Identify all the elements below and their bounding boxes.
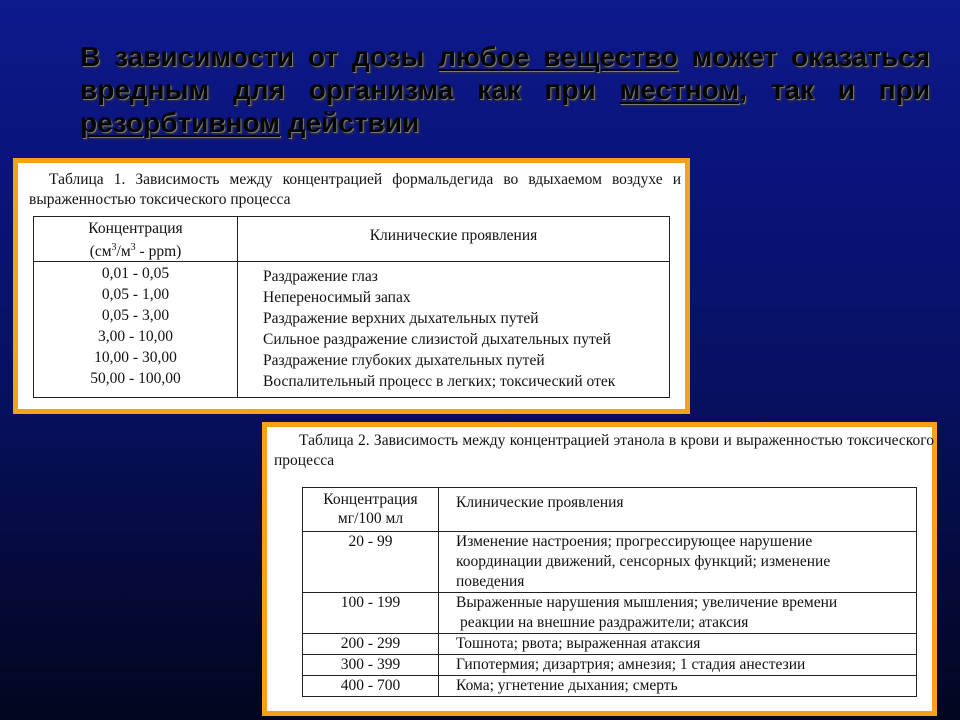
table1-concentration-value: 10,00 - 30,00 (94, 349, 177, 367)
table1-effect-value: Сильное раздражение слизистой дыхательных путей (263, 331, 611, 349)
headline-underlined-local: местном (619, 74, 740, 105)
table1-effect-value: Непереносимый запах (263, 289, 411, 307)
table2-row (303, 634, 917, 655)
table2-row (303, 655, 917, 676)
table1-effect-value: Раздражение верхних дыхательных путей (263, 310, 539, 328)
table2-header-effects: Клинические проявления (439, 488, 917, 532)
table2-effect-line: координации движений, сенсорных функций; изменение (456, 553, 831, 570)
table1-concentration-column (34, 262, 238, 398)
table2-concentration-value: 400 - 700 (303, 676, 439, 697)
formaldehyde-table-panel (13, 158, 690, 414)
headline-underlined-any-substance: любое вещество (438, 41, 678, 72)
table2-effect-value (439, 655, 917, 676)
headline-text-2: может оказаться вредным для организма как при (80, 41, 931, 105)
table2-effect-line: Гипотермия; дизартрия; амнезия; 1 стадия анестезии (456, 656, 806, 673)
table2-effect-line: поведения (456, 573, 525, 590)
table2-effect-line: Тошнота; рвота; выраженная атаксия (456, 635, 701, 652)
table2-effect-value (439, 593, 917, 634)
table2-effect-line: реакции на внешние раздражители; атаксия (460, 614, 749, 631)
table2-header-concentration: Концентрация мг/100 мл (303, 488, 439, 532)
table1-concentration-value: 0,05 - 1,00 (101, 286, 170, 304)
table1-effect-value: Воспалительный процесс в легких; токсический отек (263, 373, 616, 391)
table1-concentration-value: 3,00 - 10,00 (98, 328, 173, 346)
table1-concentration-value: 0,01 - 0,05 (101, 265, 170, 283)
table2-row (303, 593, 917, 634)
table2-effect-value (439, 634, 917, 655)
table2-effect-value (439, 676, 917, 697)
table1-concentration-value: 0,05 - 3,00 (101, 307, 170, 325)
table2-concentration-value: 20 - 99 (303, 532, 439, 593)
headline-underlined-resorptive: резорбтивном (80, 107, 280, 138)
headline-text-3: , так и при (739, 74, 930, 105)
slide-headline (80, 40, 930, 139)
table1-header-effects: Клинические проявления (238, 217, 670, 262)
table2-concentration-value: 200 - 299 (303, 634, 439, 655)
headline-text-1: В зависимости от дозы (80, 41, 439, 72)
formaldehyde-table (33, 216, 670, 398)
table2-row (303, 532, 917, 593)
table2-concentration-value: 300 - 399 (303, 655, 439, 676)
table1-body-row (34, 262, 670, 398)
table1-effect-value: Раздражение глубоких дыхательных путей (263, 352, 545, 370)
table2-row (303, 676, 917, 697)
ethanol-table-panel (262, 422, 937, 716)
table2-effect-line: Выраженные нарушения мышления; увеличение времени (456, 594, 838, 611)
table2-effect-line: Кома; угнетение дыхания; смерть (456, 677, 678, 694)
table2-header-row (303, 488, 917, 532)
table2-caption: Таблица 2. Зависимость между концентрацией этанола в крови и выраженностью токсического процесса (274, 432, 934, 469)
table1-header-concentration: Концентрация $(см^3/м^3 - ppm)$ (34, 217, 238, 262)
table2-concentration-value: 100 - 199 (303, 593, 439, 634)
table1-effect-value: Раздражение глаз (263, 268, 378, 286)
table2-effect-line: Изменение настроения; прогрессирующее нарушение (456, 533, 813, 550)
ethanol-table (302, 487, 917, 697)
table1-concentration-value: 50,00 - 100,00 (90, 370, 181, 388)
table2-effect-value (439, 532, 917, 593)
headline-text-4: действии (279, 107, 420, 138)
table1-caption: Таблица 1. Зависимость между концентрацией формальдегида во вдыхаемом воздухе и выраженностью токсического процесса (29, 171, 681, 208)
table1-effects-column (238, 262, 670, 398)
table1-header-row (34, 217, 670, 262)
